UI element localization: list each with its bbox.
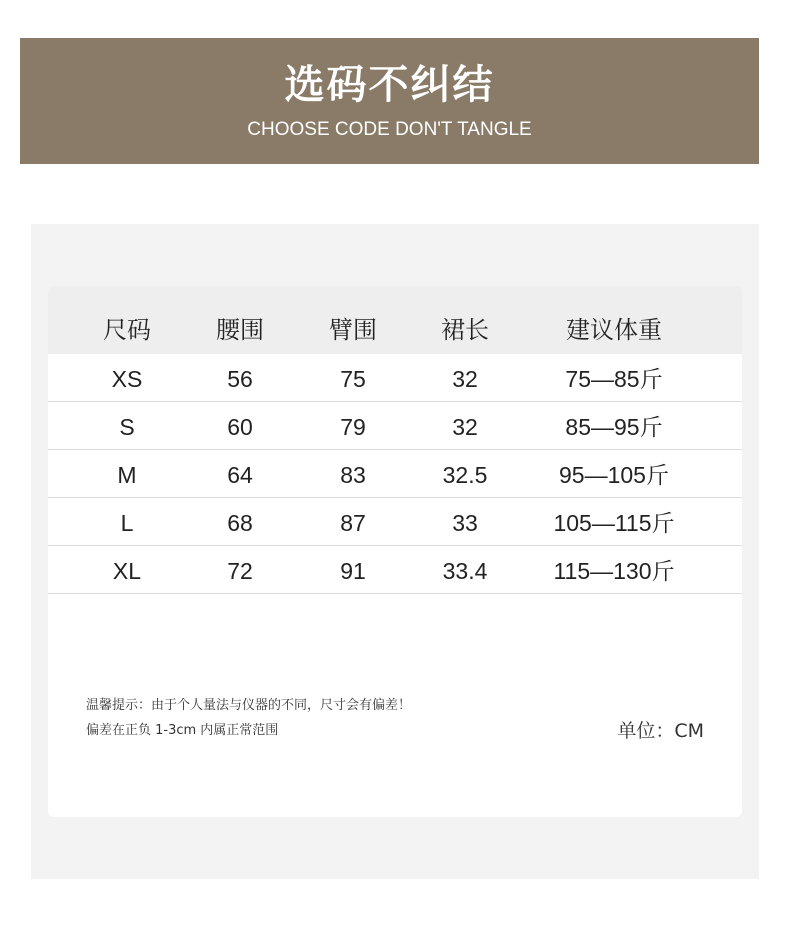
unit-label: 单位：CM (617, 720, 704, 742)
skirt-length-cell: 33 (452, 510, 478, 536)
header-arm: 臂围 (329, 316, 377, 344)
arm-cell: 83 (340, 462, 366, 488)
header-waist: 腰围 (216, 316, 264, 344)
weight-cell: 75—85斤 (565, 366, 663, 392)
banner-subtitle: CHOOSE CODE DON'T TANGLE (247, 119, 532, 140)
size-cell: S (119, 414, 135, 440)
weight-cell: 95—105斤 (559, 462, 669, 488)
banner-title: 选码不纠结 (284, 62, 495, 108)
arm-cell: 79 (340, 414, 366, 440)
size-cell: XS (111, 366, 143, 392)
size-cell: M (117, 462, 137, 488)
table-row (48, 402, 742, 450)
weight-cell: 105—115斤 (553, 510, 675, 536)
tip-note-line2: 偏差在正负 1-3cm 内属正常范围 (86, 723, 279, 738)
waist-cell: 56 (227, 366, 253, 392)
waist-cell: 64 (227, 462, 253, 488)
table-row (48, 450, 742, 498)
arm-cell: 87 (340, 510, 366, 536)
arm-cell: 91 (340, 558, 366, 584)
table-row (48, 498, 742, 546)
size-chart-panel (31, 224, 759, 879)
waist-cell: 72 (227, 558, 253, 584)
waist-cell: 68 (227, 510, 253, 536)
header-size: 尺码 (103, 316, 151, 344)
size-chart-card (48, 286, 742, 817)
skirt-length-cell: 32.5 (442, 462, 488, 488)
table-row (48, 546, 742, 594)
table-row (48, 354, 742, 402)
skirt-length-cell: 33.4 (442, 558, 488, 584)
weight-cell: 85—95斤 (565, 414, 663, 440)
size-cell: L (120, 510, 134, 536)
weight-cell: 115—130斤 (553, 558, 675, 584)
skirt-length-cell: 32 (452, 366, 478, 392)
size-cell: XL (112, 558, 142, 584)
header-skirt-length: 裙长 (441, 316, 489, 344)
table-header-row (48, 286, 742, 354)
waist-cell: 60 (227, 414, 253, 440)
skirt-length-cell: 32 (452, 414, 478, 440)
header-banner (20, 38, 759, 164)
arm-cell: 75 (340, 366, 366, 392)
tip-note-line1: 温馨提示：由于个人量法与仪器的不同，尺寸会有偏差！ (86, 698, 412, 713)
header-suggested-weight: 建议体重 (566, 316, 662, 344)
